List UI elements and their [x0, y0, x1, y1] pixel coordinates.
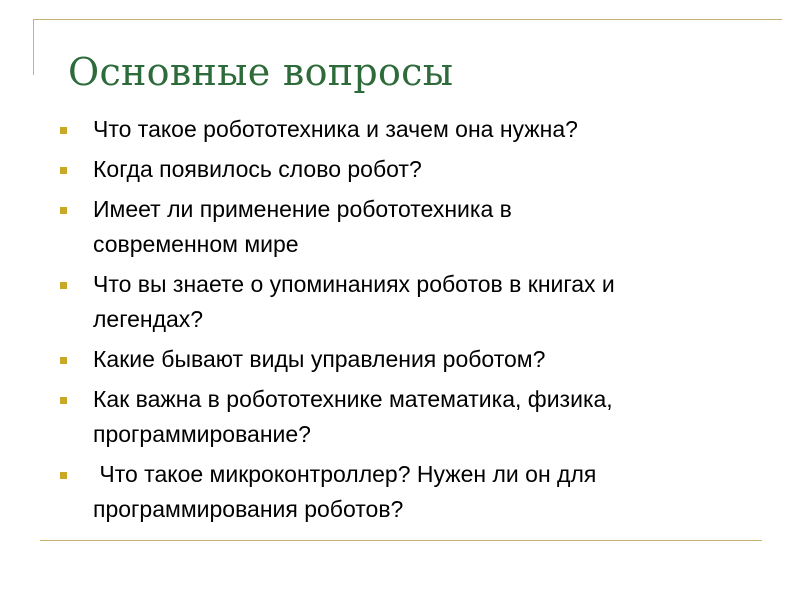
square-bullet-icon: [60, 472, 67, 479]
bullet-item: [60, 382, 760, 452]
bullet-text: Как важна в робототехнике математика, физика, программирование?: [93, 386, 613, 447]
square-bullet-icon: [60, 397, 67, 404]
square-bullet-icon: [60, 207, 67, 214]
bullet-text: Какие бывают виды управления роботом?: [93, 346, 546, 372]
bullet-item: [60, 192, 760, 262]
bullet-text: Что такое робототехника и зачем она нужна?: [93, 116, 578, 142]
square-bullet-icon: [60, 127, 67, 134]
bullet-text: Что вы знаете о упоминаниях роботов в книгах и легендах?: [93, 271, 615, 332]
square-bullet-icon: [60, 167, 67, 174]
bullet-list: [60, 112, 760, 532]
bullet-text: Имеет ли применение робототехника в современном мире: [93, 196, 512, 257]
decorative-left-line: [33, 19, 34, 75]
bullet-item: [60, 152, 760, 187]
square-bullet-icon: [60, 357, 67, 364]
decorative-bottom-line: [40, 540, 762, 541]
bullet-item: [60, 457, 760, 527]
bullet-item: [60, 342, 760, 377]
bullet-text: Когда появилось слово робот?: [93, 156, 422, 182]
bullet-item: [60, 112, 760, 147]
slide-title: Основные вопросы: [68, 50, 454, 94]
decorative-top-line: [33, 19, 782, 20]
bullet-text: Что такое микроконтроллер? Нужен ли он для программирования роботов?: [93, 461, 597, 522]
bullet-item: [60, 267, 760, 337]
square-bullet-icon: [60, 282, 67, 289]
